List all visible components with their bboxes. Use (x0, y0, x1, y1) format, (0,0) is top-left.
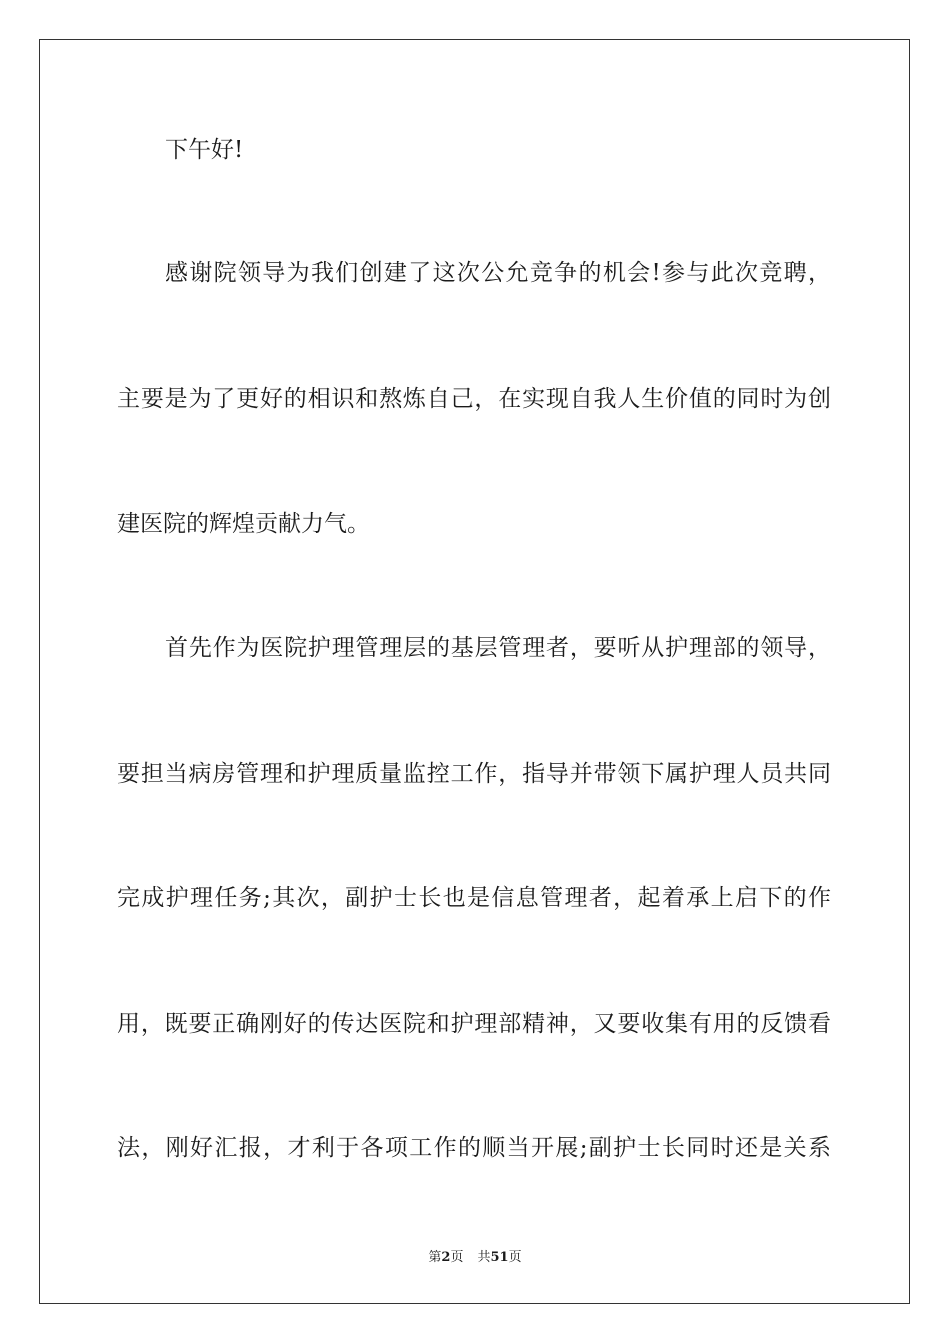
total-label-prefix: 共 (477, 1250, 491, 1265)
page-number: 2 (441, 1250, 451, 1265)
greeting-line: 下午好! (165, 137, 244, 163)
paragraph-line: 建医院的辉煌贡献力气。 (117, 511, 370, 537)
paragraph-line: 要担当病房管理和护理质量监控工作，指导并带领下属护理人员共同 (117, 761, 831, 787)
paragraph-line: 感谢院领导为我们创建了这次公允竞争的机会!参与此次竞聘， (165, 260, 831, 286)
page-footer (0, 1246, 950, 1265)
paragraph-line: 首先作为医院护理管理层的基层管理者，要听从护理部的领导， (165, 635, 831, 661)
paragraph-line: 用，既要正确刚好的传达医院和护理部精神，又要收集有用的反馈看 (117, 1011, 831, 1037)
page-label-suffix: 页 (450, 1250, 464, 1265)
paragraph-line: 完成护理任务;其次，副护士长也是信息管理者，起着承上启下的作 (117, 885, 831, 911)
page-border (39, 39, 910, 1304)
total-pages: 51 (490, 1250, 509, 1265)
paragraph-line: 法，刚好汇报，才利于各项工作的顺当开展;副护士长同时还是关系 (117, 1135, 831, 1161)
paragraph-line: 主要是为了更好的相识和熬炼自己，在实现自我人生价值的同时为创 (117, 386, 831, 412)
page-label-prefix: 第 (428, 1250, 442, 1265)
total-label-suffix: 页 (508, 1250, 522, 1265)
